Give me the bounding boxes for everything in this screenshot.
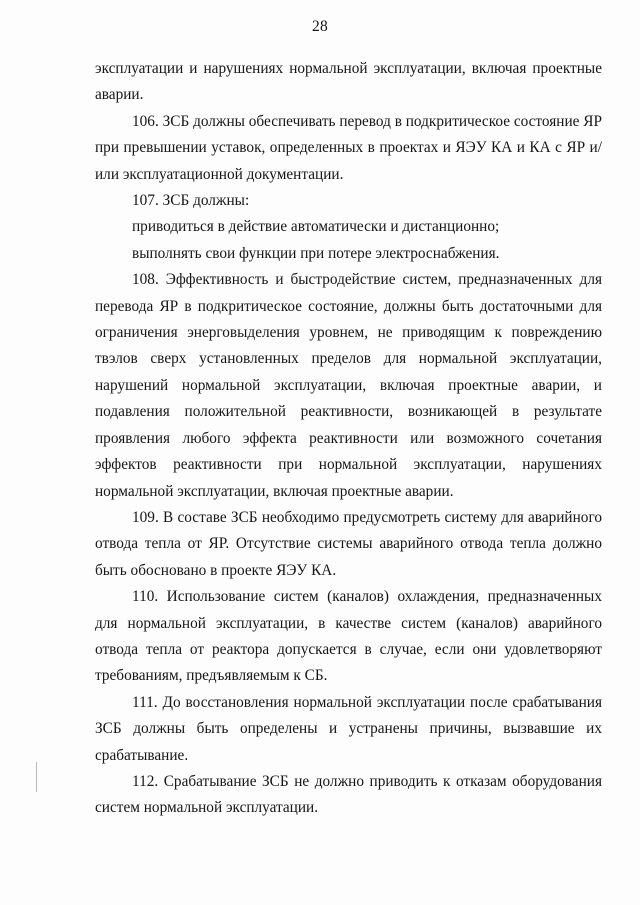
paragraph-109: 109. В составе ЗСБ необходимо предусмотреть систему для аварийного отвода тепла от ЯР. Отсутствие системы аварийного отвода тепла должно быть обосновано в проекте ЯЭУ КА. xyxy=(95,508,602,579)
paragraph-111: 111. До восстановления нормальной эксплуатации после срабатывания ЗСБ должны быть определены и устранены причины, вызвавшие их срабатывание. xyxy=(95,693,602,764)
paragraph-112: 112. Срабатывание ЗСБ не должно приводить к отказам оборудования систем нормальной эксплуатации. xyxy=(95,772,602,817)
paragraph-110: 110. Использование систем (каналов) охлаждения, предназначенных для нормальной эксплуатации, в качестве систем (каналов) аварийного отвода тепла от реактора допускается в случае, если они удовлетворяют требованиям, предъявляемым к СБ. xyxy=(95,588,602,685)
paragraph-continuation: эксплуатации и нарушениях нормальной эксплуатации, включая проектные аварии. xyxy=(95,60,602,104)
scan-artifact-line xyxy=(36,762,37,792)
paragraph-106: 106. ЗСБ должны обеспечивать перевод в подкритическое состояние ЯР при превышении уставок, определенных в проектах и ЯЭУ КА и КА с ЯР и/или эксплуатационной документации. xyxy=(95,112,602,183)
paragraph-107-item-2: выполнять свои функции при потере электроснабжения. xyxy=(132,244,500,262)
paragraph-107-item-1: приводиться в действие автоматически и дистанционно; xyxy=(132,218,500,236)
document-body xyxy=(95,56,602,822)
paragraph-108: 108. Эффективность и быстродействие систем, предназначенных для перевода ЯР в подкритическое состояние, должны быть достаточными для ограничения энерговыделения уровнем, не приводящим к повреждению твэлов сверх установленных пределов для нормальной эксплуатации, нарушений нормальной эксплуатации, включая проектные аварии, и подавления положительной реактивности, возникающей в результате проявления любого эффекта реактивности или возможного сочетания эффектов реактивности при нормальной эксплуатации, нарушениях нормальной эксплуатации, включая проектные аварии. xyxy=(95,271,602,500)
page-number: 28 xyxy=(311,18,329,35)
paragraph-107: 107. ЗСБ должны: xyxy=(132,192,250,210)
